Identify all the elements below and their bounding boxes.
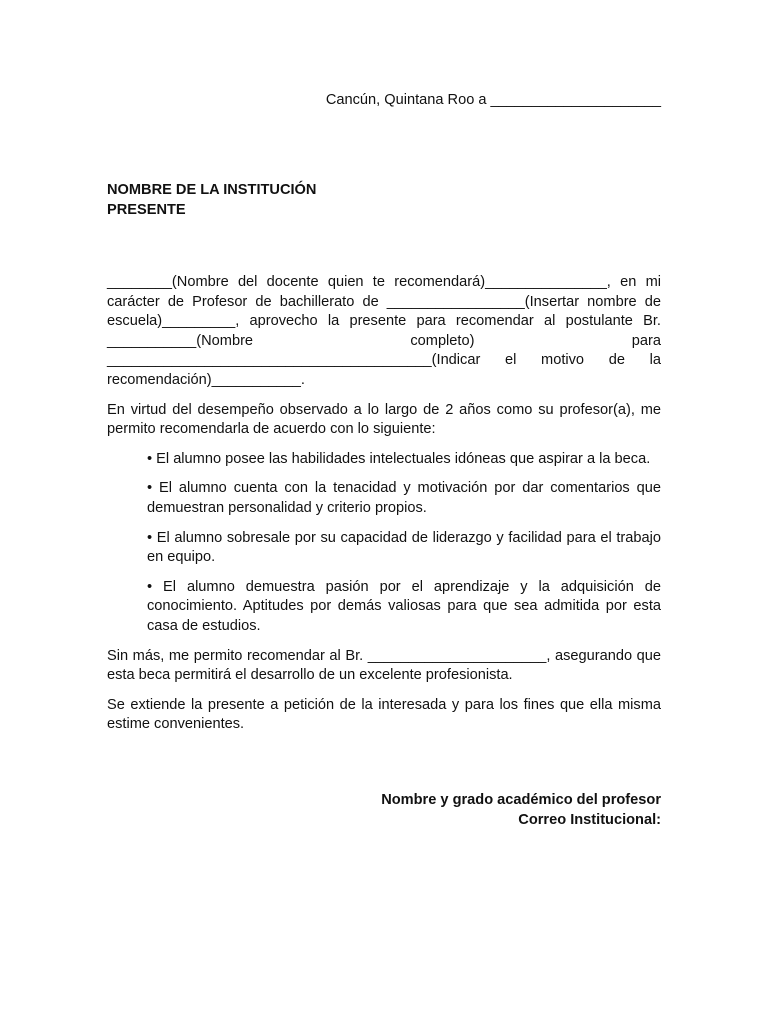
- presente-label: PRESENTE: [107, 201, 186, 218]
- signature-email-label: Correo Institucional:: [518, 811, 661, 828]
- list-item: • El alumno demuestra pasión por el aprendizaje y la adquisición de conocimiento. Aptitudes por demás valiosas para que sea admitida por esta casa de estudios.: [147, 578, 661, 634]
- signature-block: [381, 791, 661, 830]
- recipient-block: [107, 181, 316, 220]
- closing-paragraph: Sin más, me permito recomendar al Br. ______________________, asegurando que esta beca permitirá el desarrollo de un excelente profesionista.: [107, 647, 661, 684]
- institution-name: NOMBRE DE LA INSTITUCIÓN: [107, 182, 317, 198]
- intro-paragraph: ________(Nombre del docente quien te recomendará)_______________, en mi carácter de Profesor de bachillerato de _________________(Insertar nombre de escuela)_________, aprovecho la presente para recomendar al postulante Br. ___________(Nombre completo) para ________________________________________(Indicar el motivo de la recomendación)___________.: [107, 274, 661, 388]
- extension-paragraph: Se extiende la presente a petición de la interesada y para los fines que ella misma estime convenientes.: [107, 696, 661, 733]
- letter-body: [107, 273, 661, 735]
- signature-name-degree: Nombre y grado académico del profesor: [381, 792, 661, 808]
- list-item: • El alumno sobresale por su capacidad de liderazgo y facilidad para el trabajo en equipo.: [147, 529, 661, 566]
- date-line: Cancún, Quintana Roo a _____________________: [325, 92, 661, 108]
- performance-paragraph: En virtud del desempeño observado a lo largo de 2 años como su profesor(a), me permito recomendarla de acuerdo con lo siguiente:: [107, 401, 661, 438]
- list-item: • El alumno cuenta con la tenacidad y motivación por dar comentarios que demuestran personalidad y criterio propios.: [147, 480, 661, 516]
- list-item: • El alumno posee las habilidades intelectuales idóneas que aspirar a la beca.: [147, 450, 651, 467]
- qualities-list: [107, 450, 661, 637]
